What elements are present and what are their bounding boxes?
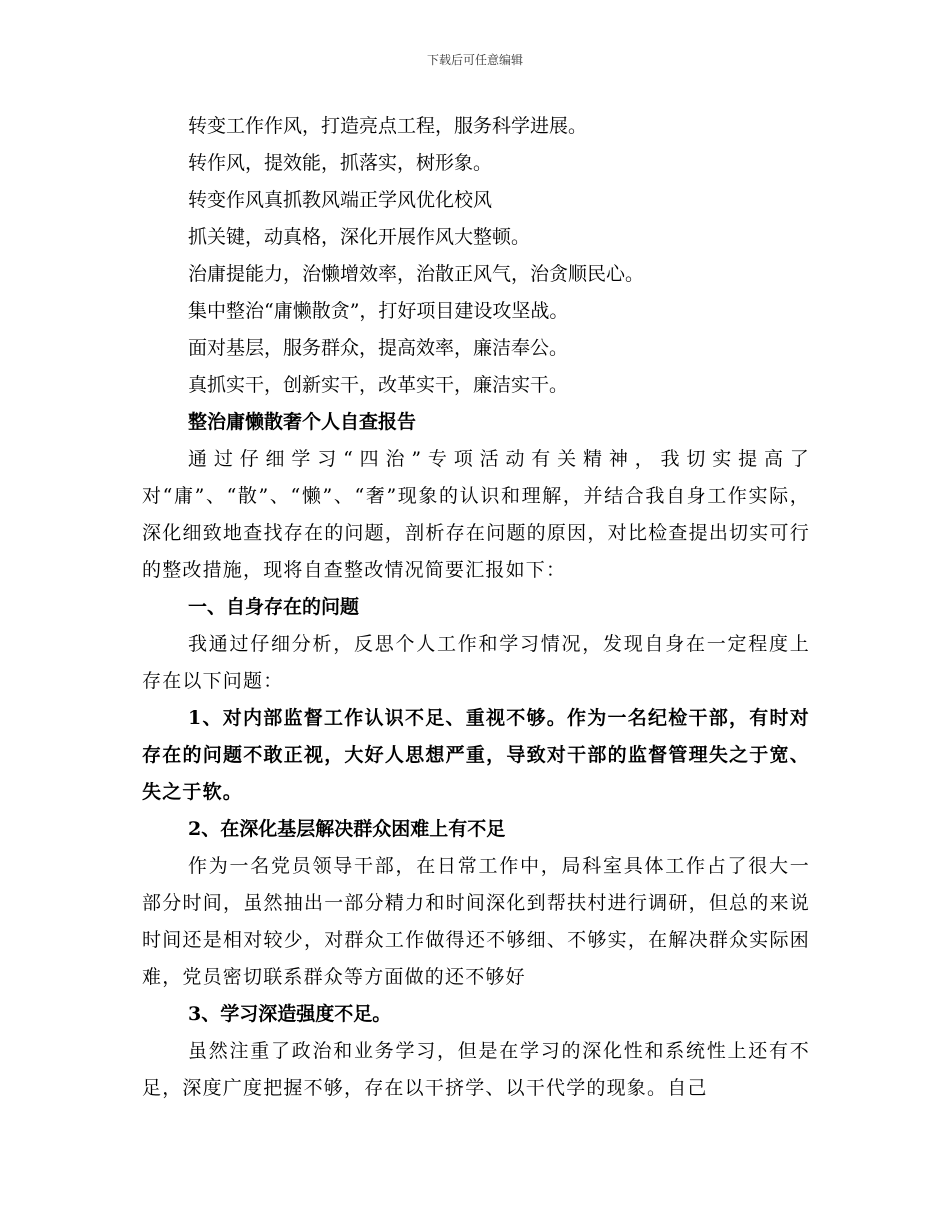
slogan-line: 转作风，提效能，抓落实，树形象。 [188, 152, 493, 174]
issue-paragraph: 1、对内部监督工作认识不足、重视不够。作为一名纪检干部，有时对存在的问题不敢正视，大好人思想严重，导致对干部的监督管理失之于宽、失之于软。 [142, 707, 810, 803]
issue-paragraph: 作为一名党员领导干部，在日常工作中，局科室具体工作占了很大一部分时间，虽然抽出一部分精力和时间深化到帮扶村进行调研，但总的来说时间还是相对较少，对群众工作做得还不够细、不够实，在解决群众实际困难，党员密切联系群众等方面做的还不够好 [142, 855, 810, 988]
report-intro-paragraph: 通过仔细学习“四治”专项活动有关精神，我切实提高了对“庸”、“散”、“懒”、“奢”现象的认识和理解，并结合我自身工作实际，深化细致地查找存在的问题，剖析存在问题的原因，对比检查提出切实可行的整改措施，现将自查整改情况简要汇报如下： [142, 448, 810, 581]
slogan-line: 转变作风真抓教风端正学风优化校风 [188, 189, 493, 211]
slogan-line: 转变工作作风，打造亮点工程，服务科学进展。 [188, 115, 588, 137]
slogan-line: 抓关键，动真格，深化开展作风大整顿。 [188, 226, 531, 248]
section-heading: 一、自身存在的问题 [188, 596, 360, 618]
section-intro-paragraph: 我通过仔细分析，反思个人工作和学习情况，发现自身在一定程度上存在以下问题： [142, 633, 810, 692]
page-header: 下载后可任意编辑 [426, 53, 523, 67]
report-title: 整治庸懒散奢个人自查报告 [188, 411, 417, 433]
slogan-line: 真抓实干，创新实干，改革实干，廉洁实干。 [188, 374, 569, 396]
slogan-line: 面对基层，服务群众，提高效率，廉洁奉公。 [188, 337, 569, 359]
document-body [142, 108, 810, 1107]
issue-paragraph: 虽然注重了政治和业务学习，但是在学习的深化性和系统性上还有不足，深度广度把握不够，存在以干挤学、以干代学的现象。自己 [142, 1040, 810, 1099]
slogan-line: 治庸提能力，治懒增效率，治散正风气，治贪顺民心。 [188, 263, 645, 285]
issue-heading: 3、学习深造强度不足。 [188, 1003, 392, 1025]
issue-heading: 2、在深化基层解决群众困难上有不足 [188, 818, 506, 840]
slogan-line: 集中整治“庸懒散贪”，打好项目建设攻坚战。 [188, 300, 569, 322]
